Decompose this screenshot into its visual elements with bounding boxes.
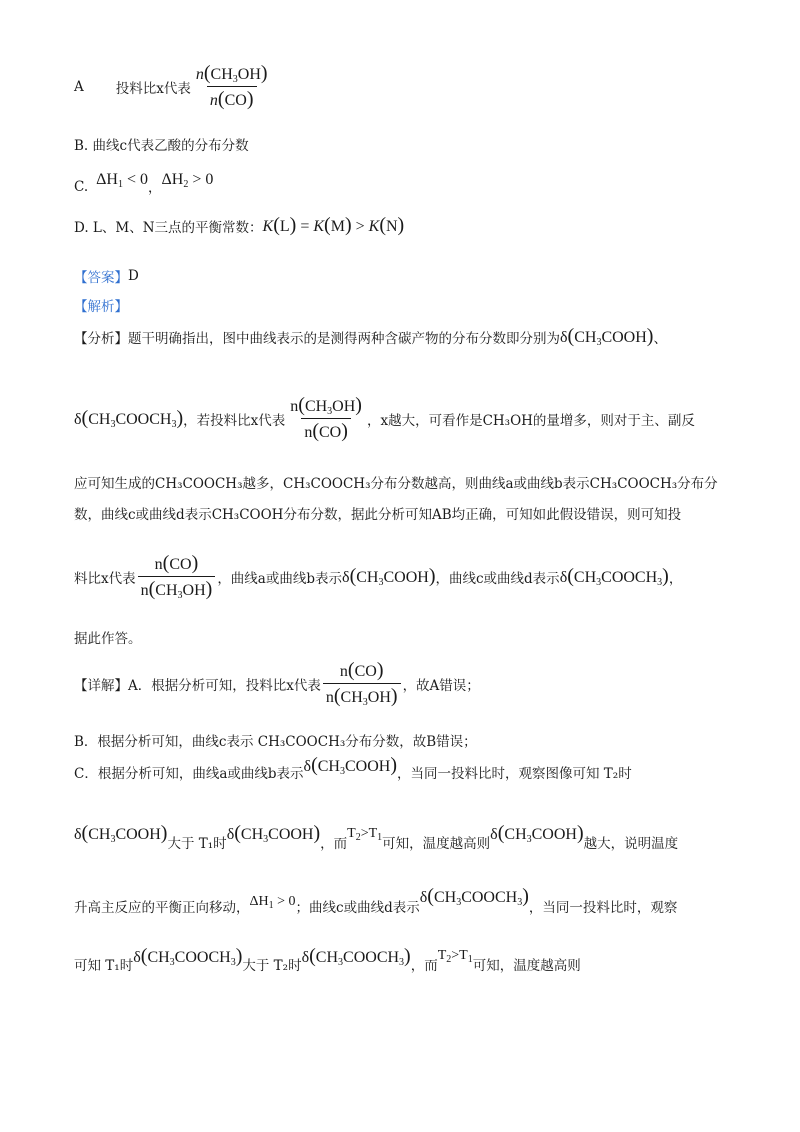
enthalpy-h1-positive: $\Delta H_1 > 0$ <box>249 893 296 911</box>
fenxi-p1: 题干明确指出，图中曲线表示的是测得两种含碳产物的分布分数即分别为 <box>128 330 560 347</box>
delta-ch3cooh-6: $\delta(CH_3COOH)$ <box>490 821 584 845</box>
answer-line <box>74 266 139 286</box>
option-a <box>74 62 273 111</box>
ratio-co-over-ch3oh-2: $\frac{n(CO)}{n(CH_3OH)}$ <box>323 659 401 708</box>
detail-c2c: 可知，温度越高则 <box>382 836 491 852</box>
detail-c-1 <box>74 753 632 782</box>
fenxi-label: 【分析】 <box>74 330 128 347</box>
option-a-letter: A <box>74 78 84 95</box>
enthalpy-h2: $\Delta H_2 > 0$ <box>161 170 214 190</box>
answer-label: 【答案】 <box>74 270 128 286</box>
ratio-co-over-ch3oh: $\frac{n(CO)}{n(CH_3OH)}$ <box>138 552 216 601</box>
fenxi-p5c: ，曲线c或曲线d表示 <box>435 570 560 587</box>
fenxi-p1-end: 、 <box>653 330 667 347</box>
fenxi-p5a: 料比x代表 <box>74 570 136 587</box>
option-c-letter: C. <box>74 179 89 195</box>
detail-c-3 <box>74 882 677 916</box>
option-b <box>74 134 249 154</box>
detail-c4a: 可知 T₁时 <box>74 958 134 974</box>
delta-ch3cooh-4: $\delta(CH_3COOH)$ <box>74 821 168 845</box>
detail-c3a: 升高主反应的平衡正向移动， <box>74 900 250 916</box>
detail-c4d: 可知，温度越高则 <box>472 958 581 974</box>
fenxi-line-2 <box>74 394 695 443</box>
delta-ch3cooch3: $\delta(CH_3COOCH_3)$ <box>74 407 184 430</box>
detail-c4c: ，而 <box>410 958 438 974</box>
detail-a <box>74 659 480 708</box>
delta-ch3cooh-2: $\delta(CH_3COOH)$ <box>342 565 436 588</box>
detail-a-text: A．根据分析可知，投料比x代表 <box>128 677 321 694</box>
fenxi-p5d: ， <box>668 570 683 587</box>
detail-a-end: ，故A错误； <box>402 677 480 694</box>
delta-ch3cooch3-4: $\delta(CH_3COOCH_3)$ <box>133 944 243 968</box>
equilibrium-constants: K(L) = K(M) > K(N) <box>262 214 405 236</box>
fenxi-line-4 <box>74 503 681 523</box>
fenxi-p2b: ，x越大，可看作是CH₃OH的量增多，则对于主、副反 <box>366 412 695 429</box>
fenxi-line-3 <box>74 472 718 492</box>
delta-ch3cooh-3: $\delta(CH_3COOH)$ <box>303 753 397 777</box>
option-c <box>74 164 213 196</box>
fenxi-line-5 <box>74 552 682 601</box>
enthalpy-h1: $\Delta H_1 < 0$ <box>96 170 149 190</box>
delta-ch3cooch3-3: $\delta(CH_3COOCH_3)$ <box>419 884 529 908</box>
detail-c2b: ，而 <box>320 836 348 852</box>
detail-label: 【详解】 <box>74 677 128 694</box>
detail-c4b: 大于 T₂时 <box>242 958 302 974</box>
detail-c-2 <box>74 822 678 852</box>
analysis-label: 【解析】 <box>74 299 128 315</box>
option-b-text: B. 曲线c代表乙酸的分布分数 <box>74 138 249 154</box>
temperature-compare-2: $T_2>T_1$ <box>437 947 473 965</box>
option-a-text: 投料比x代表 <box>115 80 191 97</box>
ratio-ch3oh-over-co: $\frac{n(CH_3OH)}{n(CO)}$ <box>195 62 268 110</box>
analysis-label-line <box>74 295 128 315</box>
ratio-ch3oh-over-co-2: $\frac{n(CH_3OH)}{n(CO)}$ <box>290 394 362 442</box>
answer-value: D <box>128 268 139 284</box>
delta-ch3cooch3-5: $\delta(CH_3COOCH_3)$ <box>301 944 411 968</box>
delta-ch3cooch3-2: $\delta(CH_3COOCH_3)$ <box>559 565 669 588</box>
fenxi-p6: 据此作答。 <box>74 631 142 647</box>
detail-c3c: ，当同一投料比时，观察 <box>528 900 678 916</box>
detail-c-4 <box>74 942 581 974</box>
option-d-text: D. L、M、N三点的平衡常数： <box>74 219 263 236</box>
detail-c2d: 越大，说明温度 <box>583 836 679 852</box>
option-c-sep: ， <box>148 180 162 196</box>
temperature-compare: $T_2>T_1$ <box>347 825 383 843</box>
detail-c2a: 大于 T₁时 <box>167 836 227 852</box>
detail-c1a: C．根据分析可知，曲线a或曲线b表示 <box>74 766 304 782</box>
fenxi-p4: 数，曲线c或曲线d表示CH₃COOH分布分数，据此分析可知AB均正确，可知如此假设错误，则可知投 <box>74 507 682 523</box>
delta-ch3cooh: $\delta(CH_3COOH)$ <box>560 325 654 348</box>
detail-b-text: B．根据分析可知，曲线c表示 CH₃COOCH₃分布分数，故B错误； <box>74 734 477 750</box>
fenxi-p2a: ，若投料比x代表 <box>183 412 286 429</box>
fenxi-p5b: ，曲线a或曲线b表示 <box>217 570 343 587</box>
delta-ch3cooh-5: $\delta(CH_3COOH)$ <box>226 821 321 845</box>
detail-b <box>74 730 477 750</box>
fenxi-line-1 <box>74 325 667 348</box>
detail-c1b: ，当同一投料比时，观察图像可知 T₂时 <box>397 766 632 782</box>
fenxi-p3: 应可知生成的CH₃COOCH₃越多，CH₃COOCH₃分布分数越高，则曲线a或曲线b表示CH₃COOCH₃分布分 <box>74 476 718 492</box>
fenxi-line-6 <box>74 627 142 647</box>
detail-c3b: ；曲线c或曲线d表示 <box>295 900 420 916</box>
option-d <box>74 214 404 237</box>
